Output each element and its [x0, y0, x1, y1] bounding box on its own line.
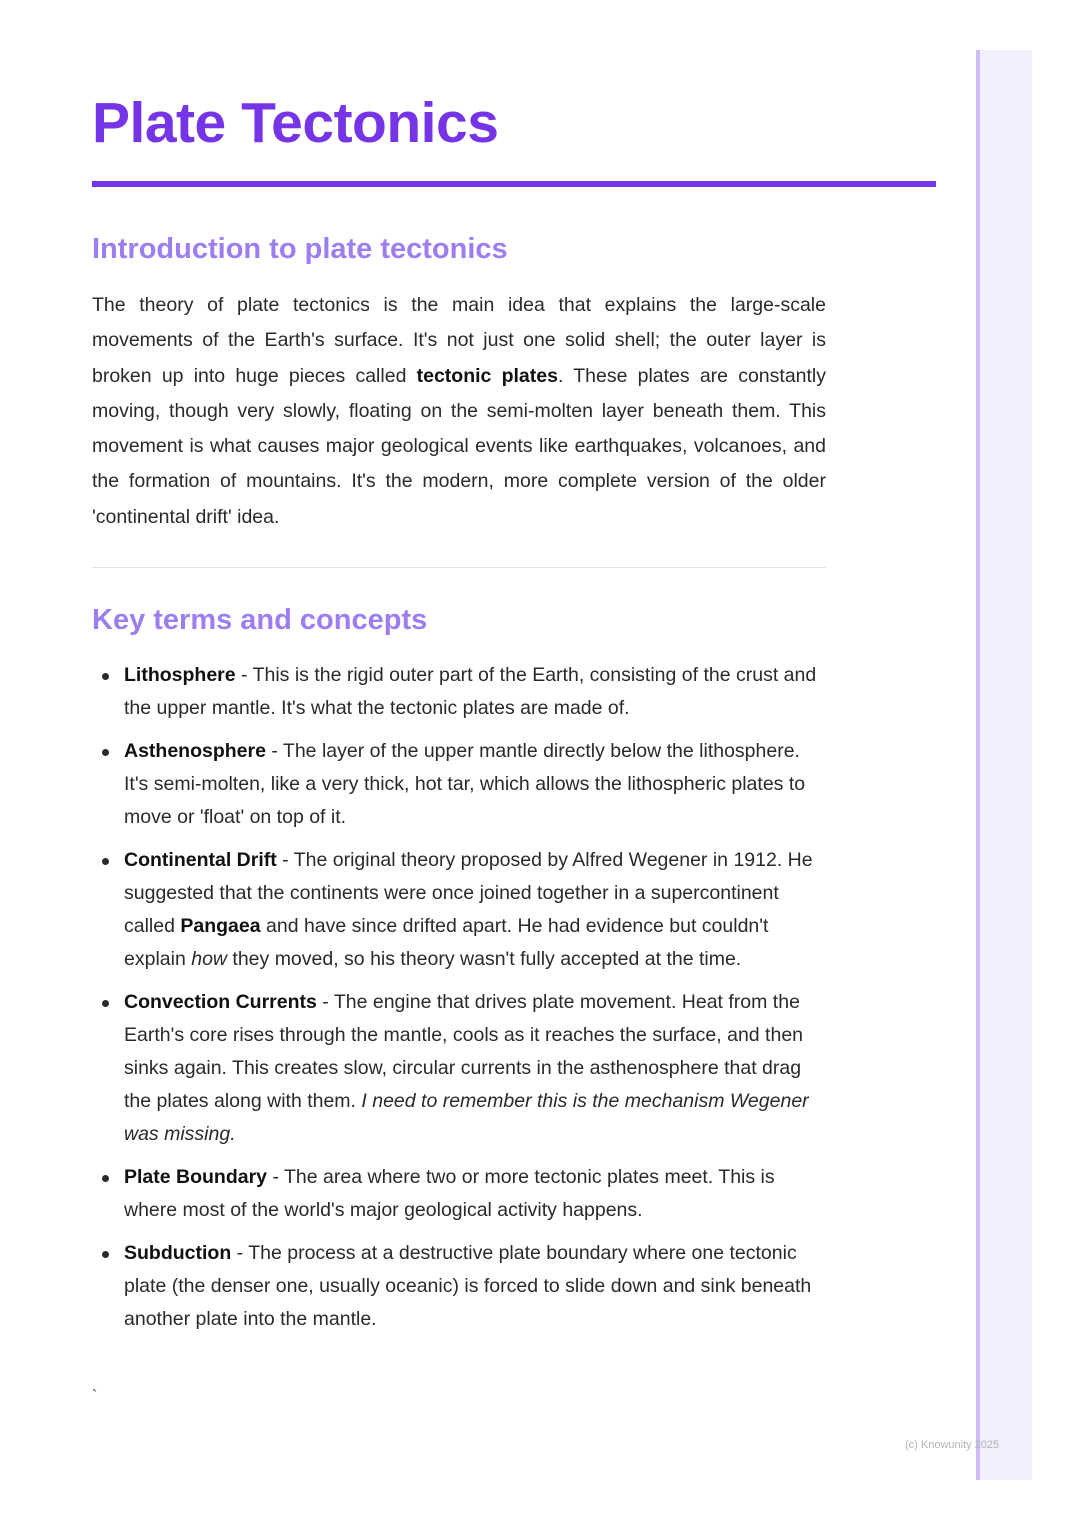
- term-name: Lithosphere: [124, 664, 236, 686]
- footer-copyright: (c) Knowunity 2025: [905, 1439, 1000, 1451]
- term-description: - The layer of the upper mantle directly below the lithosphere. It's semi-molten, like a very thick, hot tar, which allows the lithospheric plates to move or 'float' on top of it.: [124, 740, 806, 828]
- section-divider: [92, 567, 826, 568]
- term-name: Continental Drift: [124, 849, 277, 871]
- term-bold-pangaea: Pangaea: [180, 915, 261, 937]
- bullet-icon: [102, 1251, 109, 1258]
- term-description: - The process at a destructive plate boundary where one tectonic plate (the denser one, usually oceanic) is forced to slide down and sink beneath another plate into the mantle.: [124, 1242, 812, 1330]
- intro-heading: Introduction to plate tectonics: [92, 233, 508, 265]
- term-item-subduction: [92, 1237, 827, 1336]
- terms-heading: Key terms and concepts: [92, 604, 428, 636]
- term-name: Asthenosphere: [124, 740, 266, 762]
- terms-list: [92, 659, 827, 1346]
- term-item-convection-currents: [92, 986, 827, 1151]
- side-panel: [976, 50, 1032, 1480]
- bullet-icon: [102, 749, 109, 756]
- term-item-asthenosphere: [92, 735, 827, 834]
- bullet-icon: [102, 1175, 109, 1182]
- term-description: - This is the rigid outer part of the Earth, consisting of the crust and the upper mantle. It's what the tectonic plates are made of.: [124, 664, 817, 719]
- intro-bold-term: tectonic plates: [416, 364, 558, 387]
- term-item-continental-drift: [92, 844, 827, 976]
- term-description-part1: - The engine that drives plate movement. Heat from the Earth's core rises through the mantle, cools as it reaches the surface, and then sinks again. This creates slow, circular currents in the asthenosphere that drag the plates along with them.: [124, 991, 804, 1112]
- term-name: Convection Currents: [124, 991, 317, 1013]
- term-item-lithosphere: [92, 659, 827, 725]
- term-italic-note: I need to remember this is the mechanism Wegener was missing.: [124, 1090, 809, 1145]
- side-panel-edge: [976, 50, 980, 1480]
- title-underline: [92, 181, 936, 187]
- intro-text-part1: The theory of plate tectonics is the main idea that explains the large-scale movements of the Earth's surface. It's not just one solid shell; the outer layer is broken up into huge pieces called: [92, 294, 826, 387]
- term-name: Subduction: [124, 1242, 232, 1264]
- term-italic-how: how: [191, 948, 227, 970]
- page-title: Plate Tectonics: [92, 91, 499, 155]
- term-description: - The area where two or more tectonic plates meet. This is where most of the world's major geological activity happens.: [124, 1166, 775, 1221]
- term-item-plate-boundary: [92, 1161, 827, 1227]
- intro-paragraph: [92, 288, 826, 535]
- term-description-part1: - The original theory proposed by Alfred Wegener in 1912. He suggested that the continents were once joined together in a supercontinent called: [124, 849, 813, 937]
- term-description-part3: they moved, so his theory wasn't fully accepted at the time.: [227, 948, 742, 970]
- term-description-part2: and have since drifted apart. He had evidence but couldn't explain: [124, 915, 769, 970]
- intro-text-part2: . These plates are constantly moving, though very slowly, floating on the semi-molten layer beneath them. This movement is what causes major geological events like earthquakes, volcanoes, and the formation of mountains. It's the modern, more complete version of the older 'continental drift' idea.: [92, 364, 827, 528]
- bullet-icon: [102, 673, 109, 680]
- term-name: Plate Boundary: [124, 1166, 268, 1188]
- bullet-icon: [102, 1000, 109, 1007]
- bullet-icon: [102, 858, 109, 865]
- stray-backtick: `: [92, 1388, 98, 1405]
